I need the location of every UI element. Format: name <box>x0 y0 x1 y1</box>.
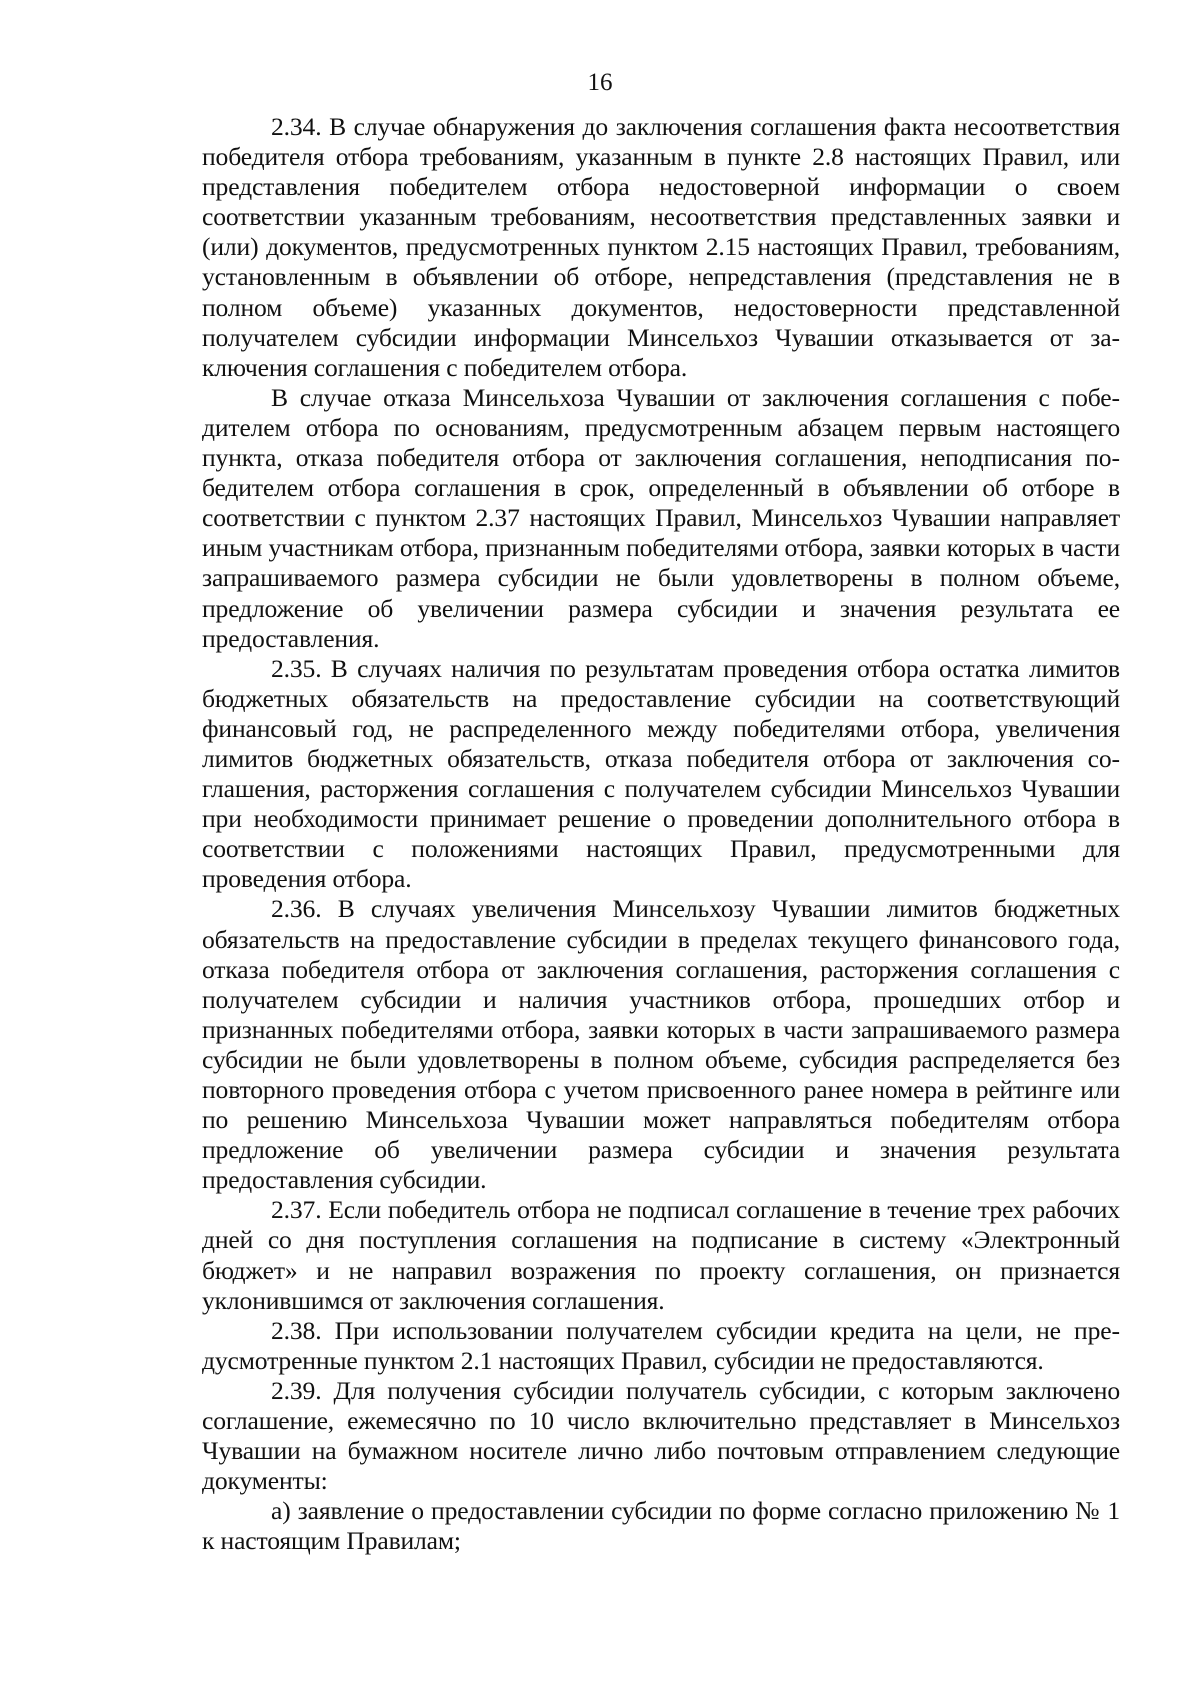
page-number: 16 <box>587 69 613 96</box>
paragraph-2-38: 2.38. При использовании получателем субсидии кредита на цели, не предусмотренные пунктом 2.1 настоящих Правил, субсидии не предоставляются. <box>202 1315 1120 1375</box>
paragraph-2-37: 2.37. Если победитель отбора не подписал соглашение в течение трех рабочих дней со дня поступления соглашения на подписание в систему «Электронный бюджет» и не направил возражения по проекту соглашения, он признается уклонившимся от заключения соглашения. <box>202 1195 1120 1315</box>
paragraph-2-39-a: а) заявление о предоставлении субсидии по форме согласно приложению № 1 к настоящим Правилам; <box>202 1496 1120 1556</box>
paragraph-2-35: 2.35. В случаях наличия по результатам проведения отбора остатка лимитов бюджетных обязательств на предоставление субсидии на соответствующий финансовый год, не распределенного между победителями отбора, увеличения лимитов бюджетных обязательств, отказа победителя отбора от заключения соглашения, расторжения соглашения с получателем субсидии Минсельхоз Чувашии при необходимости принимает решение о проведении дополнительного отбора в соответствии с положениями настоящих Правил, предусмотренными для проведения отбора. <box>202 653 1120 894</box>
paragraph-2-34-refusal: В случае отказа Минсельхоза Чувашии от заключения соглашения с победителем отбора по основаниям, предусмотренным абзацем первым настоящего пункта, отказа победителя отбора от заключения соглашения, неподписания победителем отбора соглашения в срок, определенный в объявлении об отборе в соответствии с пунктом 2.37 настоящих Правил, Минсельхоз Чувашии направляет иным участникам отбора, признанным победителями отбора, заявки которых в части запрашиваемого размера субсидии не были удовлетворены в полном объеме, предложение об увеличении размера субсидии и значения результата ее предоставления. <box>202 382 1120 653</box>
paragraph-2-34: 2.34. В случае обнаружения до заключения соглашения факта несоответствия победителя отбора требованиям, указанным в пункте 2.8 настоящих Правил, или представления победителем отбора недостоверной информации о своем соответствии указанным требованиям, несоответствия представленных заявки и (или) документов, предусмотренных пунктом 2.15 настоящих Правил, требованиям, установленным в объявлении об отборе, непредставления (представления не в полном объеме) указанных документов, недостоверности представленной получателем субсидии информации Минсельхоз Чувашии отказывается от заключения соглашения с победителем отбора. <box>202 112 1120 382</box>
paragraph-2-36: 2.36. В случаях увеличения Минсельхозу Чувашии лимитов бюджетных обязательств на предоставление субсидии в пределах текущего финансового года, отказа победителя отбора от заключения соглашения, расторжения соглашения с получателем субсидии и наличия участников отбора, прошедших отбор и признанных победителями отбора, заявки которых в части запрашиваемого размера субсидии не были удовлетворены в полном объеме, субсидия распределяется без повторного проведения отбора с учетом присвоенного ранее номера в рейтинге или по решению Минсельхоза Чувашии может направляться победителям отбора предложение об увеличении размера субсидии и значения результата предоставления субсидии. <box>202 894 1120 1195</box>
document-body <box>202 112 1120 1557</box>
paragraph-2-39: 2.39. Для получения субсидии получатель субсидии, с которым заключено соглашение, ежемесячно по 10 число включительно представляет в Минсельхоз Чувашии на бумажном носителе лично либо почтовым отправлением следующие документы: <box>202 1375 1120 1496</box>
